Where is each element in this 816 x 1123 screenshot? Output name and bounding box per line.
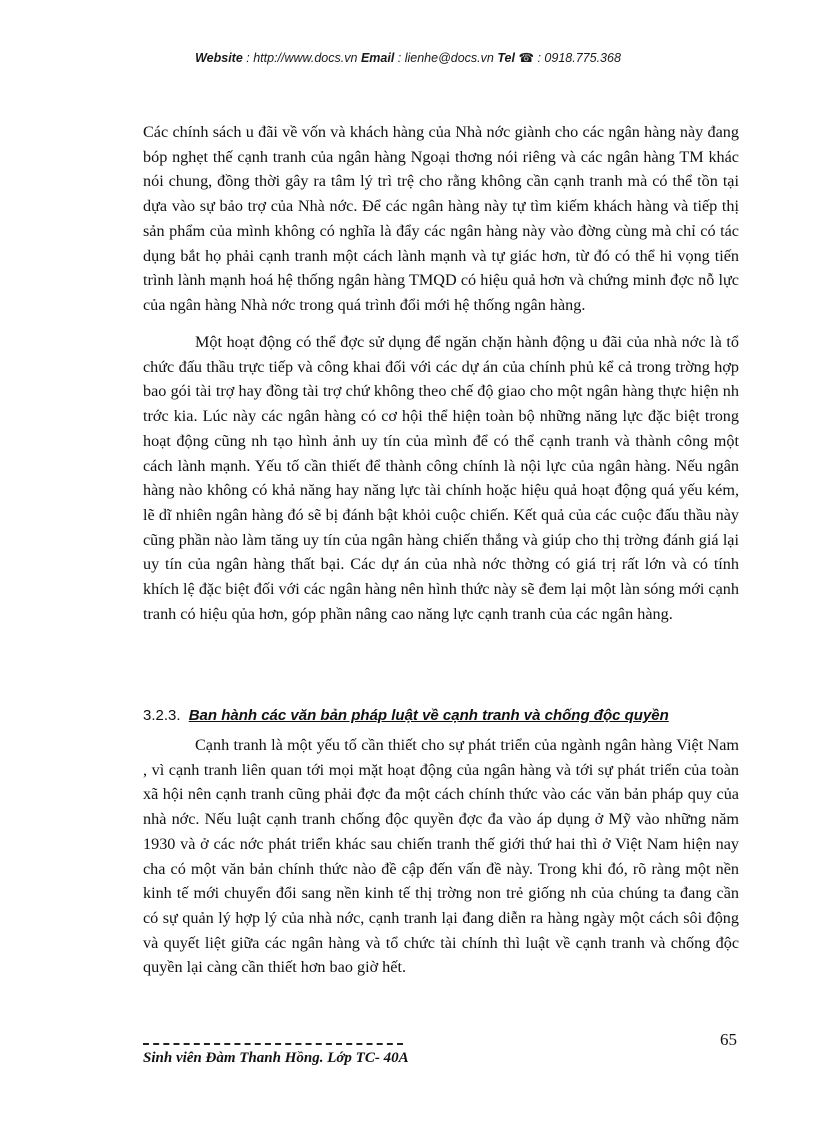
paragraph-3 <box>143 733 739 980</box>
email-label: Email <box>360 51 395 65</box>
section-number: 3.2.3. <box>143 707 181 724</box>
section-title: Ban hành các văn bản pháp luật về cạnh tranh và chống độc quyền <box>188 707 669 724</box>
footer-divider <box>143 1043 403 1045</box>
page-number: 65 <box>720 1030 737 1049</box>
paragraph-text: Các chính sách u đãi về vốn và khách hàng của Nhà nớc giành cho các ngân hàng này đang bóp nghẹt thế cạnh tranh của ngân hàng Ngoại thơng nói riêng và các ngân hàng TM khác nói chung, đồng thời gây ra tâm lý trì trệ cho rằng không cần cạnh tranh mà có thể tồn tại dựa vào sự bảo trợ của Nhà nớc. Để các ngân hàng này tự tìm kiếm khách hàng và tiếp thị sản phẩm của mình không có nghĩa là đẩy các ngân hàng này vào đờng cùng mà chỉ có tác dụng bắt họ phải cạnh tranh một cách lành mạnh và tự giác hơn, từ đó có thể hi vọng tiến trình lành mạnh hoá hệ thống ngân hàng TMQD có hiệu quả hơn và chứng minh đợc nỗ lực của ngân hàng Nhà nớc trong quá trình đổi mới hệ thống ngân hàng. <box>143 123 739 314</box>
footer-author: Sinh viên Đàm Thanh Hồng. Lớp TC- 40A <box>143 1050 409 1066</box>
paragraph-2 <box>143 330 739 626</box>
email-value: : lienhe@docs.vn <box>397 51 494 65</box>
tel-value: ☎ : 0918.775.368 <box>518 51 621 65</box>
tel-label: Tel <box>497 51 515 65</box>
website-label: Website <box>195 51 243 65</box>
paragraph-1 <box>143 120 739 318</box>
paragraph-text: Một hoạt động có thể đợc sử dụng để ngăn chặn hành động u đãi của nhà nớc là tổ chức đấu thầu trực tiếp và công khai đối với các dự án của chính phủ kể cả trong trờng hợp bao gói tài trợ hay đồng tài trợ chứ không theo chế độ giao cho một ngân hàng thực hiện nh trớc kia. Lúc này các ngân hàng có cơ hội thể hiện toàn bộ những năng lực đặc biệt trong hoạt động cũng nh tạo hình ảnh uy tín của mình để có thể cạnh tranh và thành công một cách lành mạnh. Yếu tố cần thiết để thành công chính là nội lực của ngân hàng. Nếu ngân hàng nào không có khả năng hay năng lực tài chính hoặc hiệu quả hoạt động quá yếu kém, lẽ dĩ nhiên ngân hàng đó sẽ bị đánh bật khỏi cuộc chiến. Kết quả của các cuộc đấu thầu này cũng phần nào làm tăng uy tín của ngân hàng chiến thắng và giúp cho thị trờng đánh giá lại uy tín của ngân hàng thất bại. Các dự án của nhà nớc thờng có giá trị rất lớn và có tính khích lệ đặc biệt đối với các ngân hàng nên hình thức này sẽ đem lại một làn sóng mới cạnh tranh có hiệu qủa hơn, góp phần nâng cao năng lực cạnh tranh của các ngân hàng. <box>143 333 739 623</box>
page-header <box>0 50 816 65</box>
paragraph-text: Cạnh tranh là một yếu tố cần thiết cho sự phát triển của ngành ngân hàng Việt Nam , vì cạnh tranh liên quan tới mọi mặt hoạt động của ngân hàng và tới sự phát triển của toàn xã hội nên cạnh tranh cũng phải đợc đa một cách chính thức vào các văn bản pháp quy của nhà nớc. Nếu luật cạnh tranh chống độc quyền đợc đa vào áp dụng ở Mỹ vào những năm 1930 và ở các nớc phát triển khác sau chiến tranh thế giới thứ hai thì ở Việt Nam hiện nay cha có một văn bản chính thức nào đề cập đến vấn đề này. Trong khi đó, rõ ràng một nền kinh tế mới chuyển đổi sang nền kinh tế thị trờng non trẻ giống nh của chúng ta đang cần có sự quản lý hợp lý của nhà nớc, cạnh tranh lại đang diễn ra hàng ngày một cách sôi động và quyết liệt giữa các ngân hàng và tổ chức tài chính thì luật về cạnh tranh và chống độc quyền lại càng cần thiết hơn bao giờ hết. <box>143 736 739 977</box>
website-value: : http://www.docs.vn <box>246 51 358 65</box>
section-heading <box>143 707 743 724</box>
